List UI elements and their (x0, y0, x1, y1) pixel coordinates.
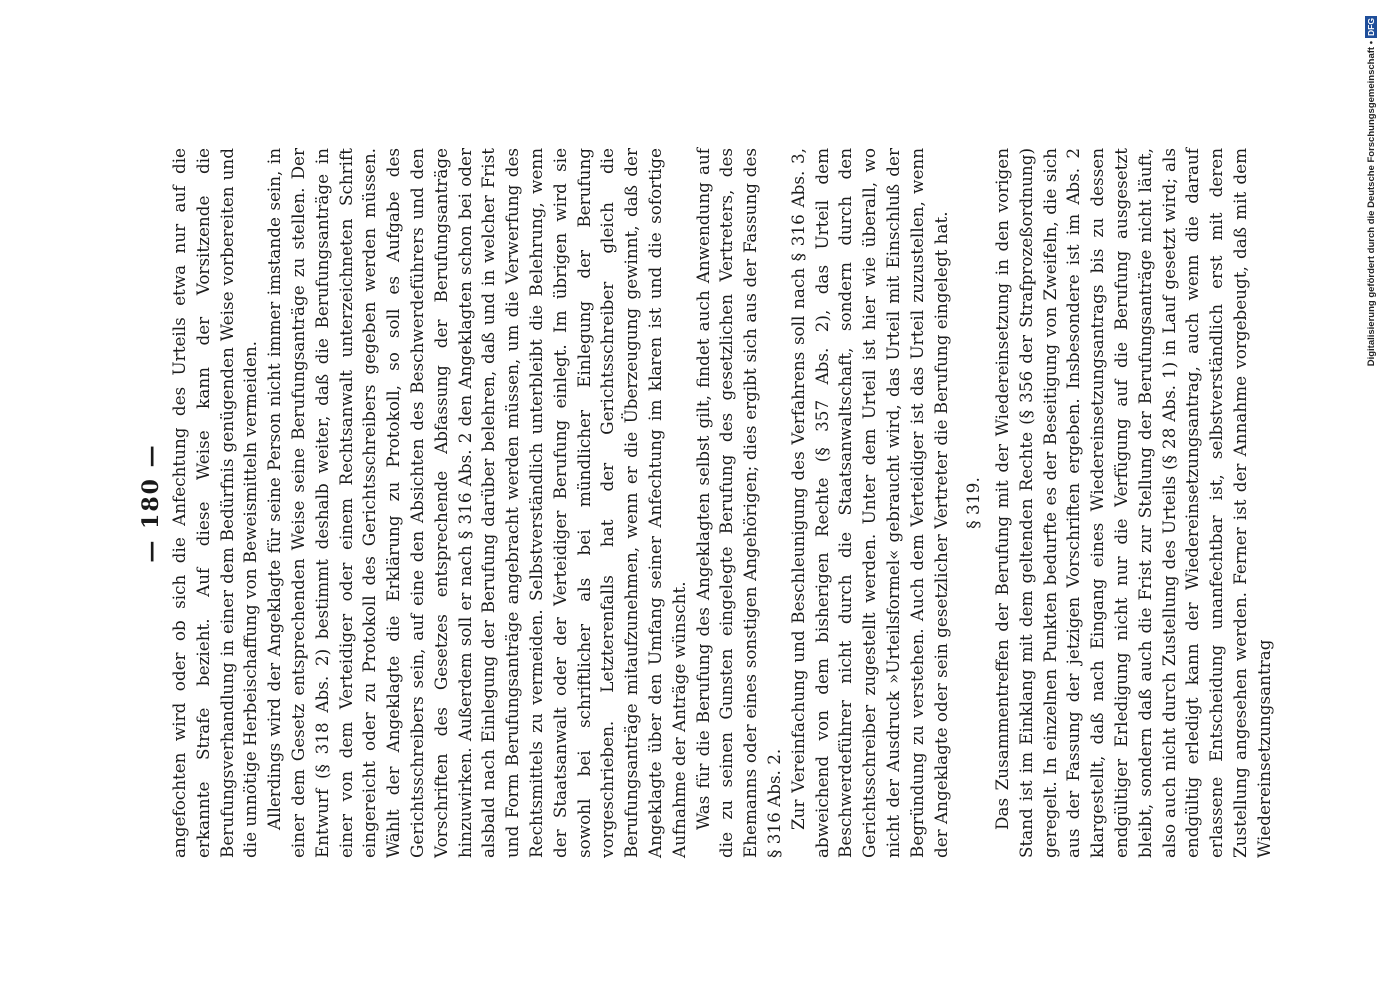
rotated-page-content (138, 148, 1278, 858)
page-header: — 180 — (138, 443, 164, 563)
paragraph: Was für die Berufung des Angeklagten selbst gilt, findet auch Anwendung auf die zu seinen Gunsten eingelegte Berufung des gesetzlichen Vertreters, des Ehemanns oder eines sonstigen Angehörigen; dies ergibt sich aus der Fassung des § 316 Abs. 2. (692, 148, 784, 858)
body-text (168, 148, 1277, 858)
paragraph: Allerdings wird der Angeklagte für seine Person nicht immer imstande sein, in einer dem Gesetz entsprechenden Weise seine Berufungsanträge zu stellen. Der Entwurf (§ 318 Abs. 2) bestimmt deshalb weiter, daß die Berufungsanträge in einer von dem Verteidiger oder einem Rechtsanwalt unterzeichneten Schrift eingereicht oder zu Protokoll des Gerichtsschreibers gegeben werden müssen. Wählt der Angeklagte die Erklärung zu Protokoll, so soll es Aufgabe des Gerichtsschreibers sein, auf eine den Absichten des Beschwerdeführers und den Vorschriften des Gesetzes entsprechende Abfassung der Berufungsanträge hinzuwirken. Außerdem soll er nach § 316 Abs. 2 den Angeklagten schon bei oder alsbald nach Einlegung der Berufung darüber belehren, daß und in welcher Frist und Form Berufungsanträge angebracht werden müssen, um die Verwerfung des Rechtsmittels zu vermeiden. Selbstverständlich unterbleibt die Belehrung, wenn der Staatsanwalt oder der Verteidiger Berufung einlegt. Im übrigen wird sie sowohl bei schriftlicher als bei mündlicher Einlegung der Berufung vorgeschrieben. Letzterenfalls hat der Gerichtsschreiber gleich die Berufungsanträge mitaufzunehmen, wenn er die Überzeugung gewinnt, daß der Angeklagte über den Umfang seiner Anfechtung im klaren ist und die sofortige Aufnahme der Anträge wünscht. (264, 148, 689, 858)
paragraph: Das Zusammentreffen der Berufung mit der Wiedereinsetzung in den vorigen Stand ist im Einklang mit dem geltenden Rechte (§ 356 der Strafprozeßordnung) geregelt. In einzelnen Punkten bedurfte es der Beseitigung von Zweifeln, die sich aus der Fassung der jetzigen Vorschriften ergeben. Insbesondere ist im Abs. 2 klargestellt, daß nach Eingang eines Wiedereinsetzungsantrags bis zu dessen endgültiger Erledigung nicht nur die Verfügung auf die Berufung ausgesetzt bleibt, sondern daß auch die Frist zur Stellung der Berufungsanträge nicht läuft, also auch nicht durch Zustellung des Urteils (§ 28 Abs. 1) in Lauf gesetzt wird; als endgültig erledigt kann der Wiedereinsetzungsantrag, auch wenn die darauf erlassene Entscheidung unanfechtbar ist, selbstverständlich erst mit deren Zustellung angesehen werden. Ferner ist der Annahme vorgebeugt, daß mit dem Wiedereinsetzungsantrag (992, 148, 1274, 858)
section-heading: § 319. (964, 477, 985, 529)
dfg-logo-icon: DFG (1366, 18, 1376, 36)
paragraph: angefochten wird oder ob sich die Anfechtung des Urteils etwa nur auf die erkannte Strafe bezieht. Auf diese Weise kann der Vorsitzende die Berufungsverhandlung in einer dem Bedürfnis genügenden Weise vorbereiten und die unnötige Herbeischaffung von Beweismitteln vermeiden. (169, 148, 261, 858)
credit-text: Digitalisierung gefördert durch die Deutsche Forschungsgemeinschaft • (1365, 40, 1377, 367)
digitization-credit (1359, 16, 1383, 396)
paragraph: Zur Vereinfachung und Beschleunigung des Verfahrens soll nach § 316 Abs. 3, abweichend von dem bisherigen Rechte (§ 357 Abs. 2), das Urteil dem Beschwerdeführer nicht durch die Staatsanwaltschaft, sondern durch den Gerichtsschreiber zugestellt werden. Unter dem Urteil ist hier wie überall, wo nicht der Ausdruck »Urteilsformel« gebraucht wird, das Urteil mit Einschluß der Begründung zu verstehen. Auch dem Verteidiger ist das Urteil zuzustellen, wenn der Angeklagte oder sein gesetzlicher Vertreter die Berufung eingelegt hat. (787, 148, 951, 858)
document-page (138, 148, 1278, 858)
